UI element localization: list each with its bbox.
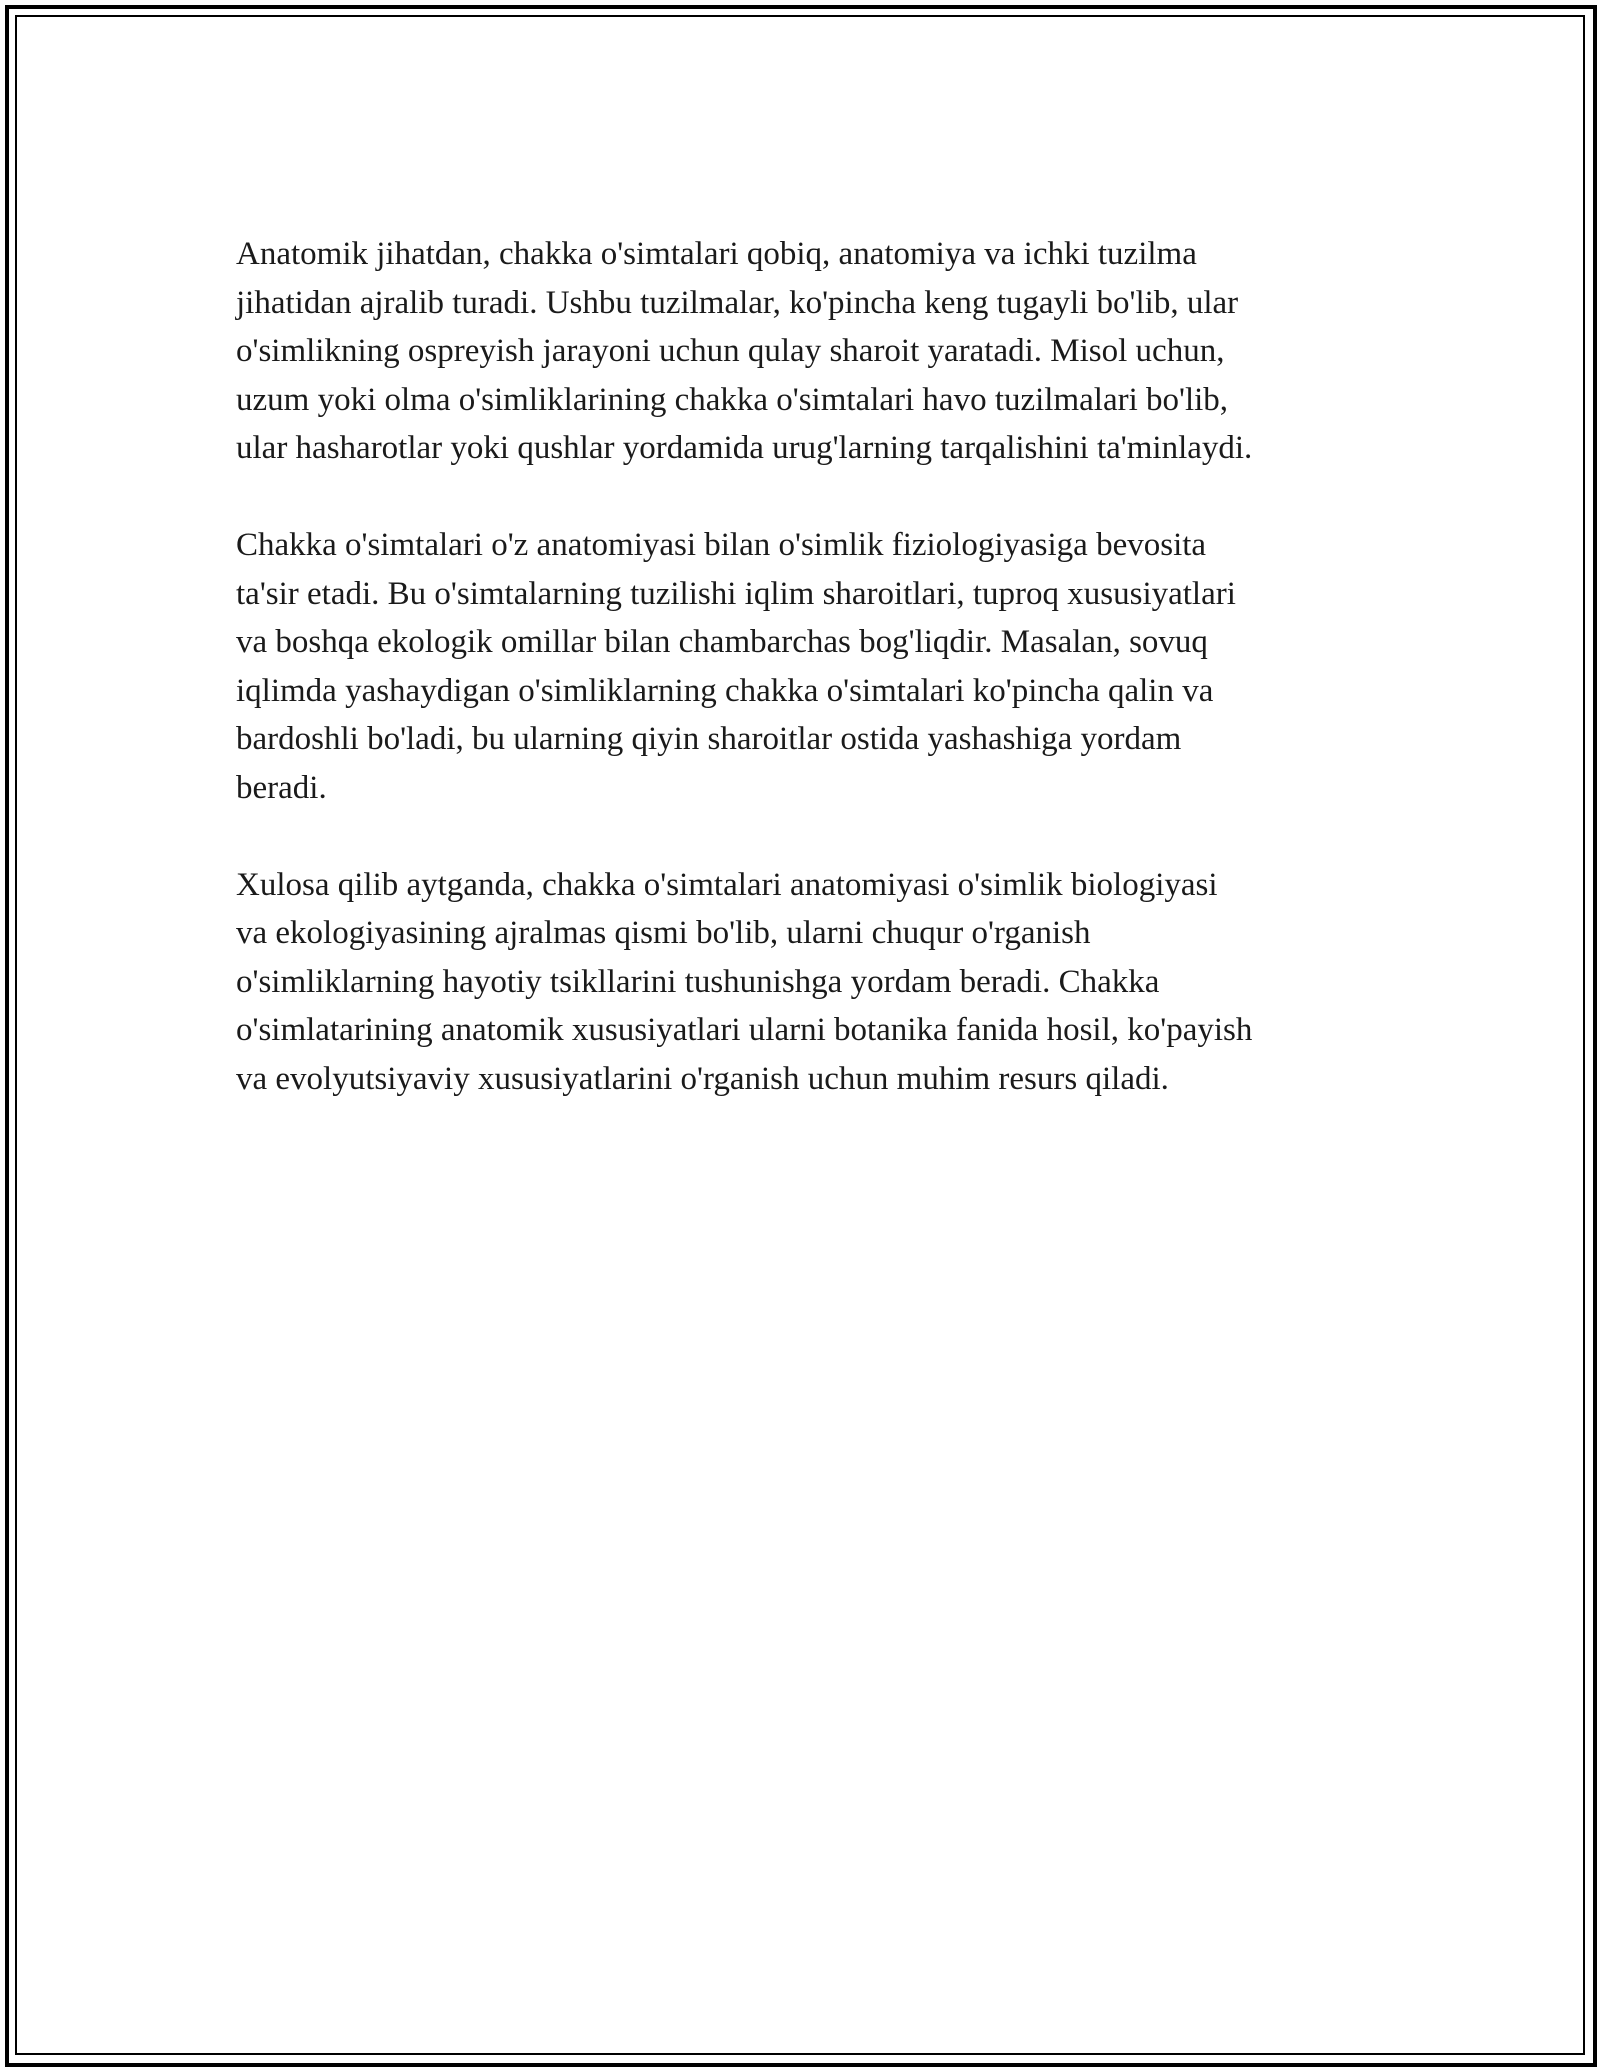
paragraph-line: va ekologiyasining ajralmas qismi bo'lib, ularni chuqur o'rganish bbox=[236, 915, 1091, 951]
paragraph-1 bbox=[236, 230, 1376, 473]
paragraph-line: jihatidan ajralib turadi. Ushbu tuzilmalar, ko'pincha keng tugayli bo'lib, ular bbox=[236, 284, 1239, 321]
paragraph-line: o'simliklarning hayotiy tsikllarini tushunishga yordam beradi. Chakka bbox=[236, 963, 1160, 1000]
paragraph-line: iqlimda yashaydigan o'simliklarning chakka o'simtalari ko'pincha qalin va bbox=[236, 672, 1214, 709]
paragraph-line: Xulosa qilib aytganda, chakka o'simtalari anatomiyasi o'simlik biologiyasi bbox=[236, 866, 1218, 903]
paragraph-line: ta'sir etadi. Bu o'simtalarning tuzilishi iqlim sharoitlari, tuproq xususiyatlari bbox=[236, 575, 1236, 612]
paragraph-line: beradi. bbox=[236, 769, 327, 806]
paragraph-line: o'simlikning ospreyish jarayoni uchun qulay sharoit yaratadi. Misol uchun, bbox=[236, 333, 1225, 369]
document-body bbox=[236, 230, 1376, 1152]
paragraph-line: Chakka o'simtalari o'z anatomiyasi bilan o'simlik fiziologiyasiga bevosita bbox=[236, 527, 1207, 563]
paragraph-line: Anatomik jihatdan, chakka o'simtalari qobiq, anatomiya va ichki tuzilma bbox=[236, 236, 1197, 272]
paragraph-2 bbox=[236, 521, 1376, 812]
paragraph-3 bbox=[236, 861, 1376, 1104]
paragraph-line: o'simlatarining anatomik xususiyatlari ularni botanika fanida hosil, ko'payish bbox=[236, 1012, 1253, 1048]
paragraph-line: va evolyutsiyaviy xususiyatlarini o'rganish uchun muhim resurs qiladi. bbox=[236, 1060, 1169, 1097]
paragraph-line: uzum yoki olma o'simliklarining chakka o'simtalari havo tuzilmalari bo'lib, bbox=[236, 381, 1229, 418]
paragraph-line: bardoshli bo'ladi, bu ularning qiyin sharoitlar ostida yashashiga yordam bbox=[236, 721, 1182, 757]
paragraph-line: ular hasharotlar yoki qushlar yordamida urug'larning tarqalishini ta'minlaydi. bbox=[236, 430, 1253, 466]
paragraph-line: va boshqa ekologik omillar bilan chambarchas bog'liqdir. Masalan, sovuq bbox=[236, 624, 1208, 660]
